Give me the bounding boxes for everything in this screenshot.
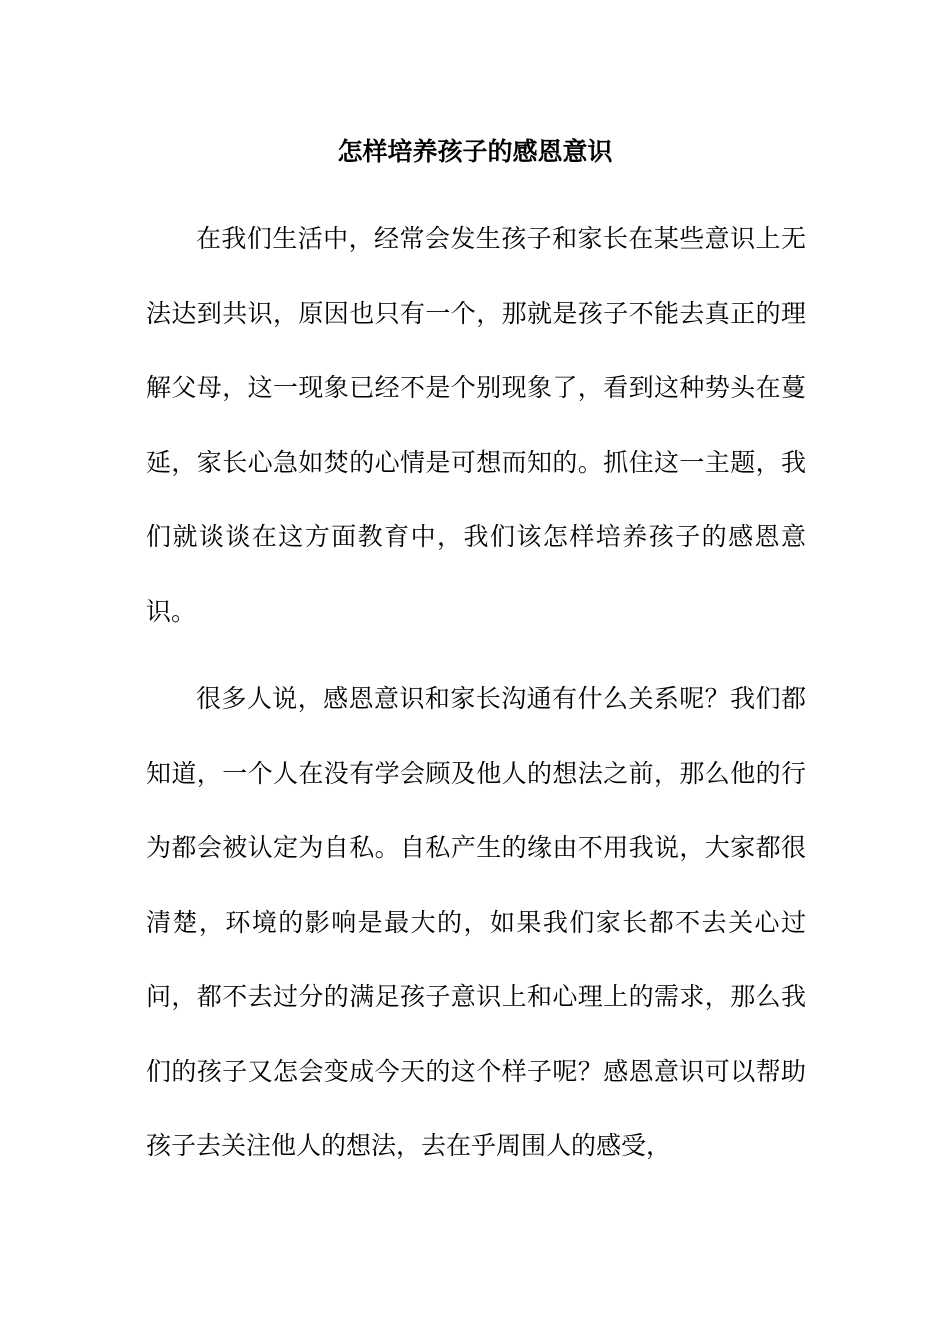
paragraph-2: 很多人说，感恩意识和家长沟通有什么关系呢？我们都知道，一个人在没有学会顾及他人的想法之前，那么他的行为都会被认定为自私。自私产生的缘由不用我说，大家都很清楚，环境的影响是最大的，如果我们家长都不去关心过问，都不去过分的满足孩子意识上和心理上的需求，那么我们的孩子又怎会变成今天的这个样子呢？感恩意识可以帮助孩子去关注他人的想法，去在乎周围人的感受， (146, 684, 806, 1160)
document-title: 怎样培养孩子的感恩意识 (337, 137, 613, 166)
paragraph-1: 在我们生活中，经常会发生孩子和家长在某些意识上无法达到共识，原因也只有一个，那就是孩子不能去真正的理解父母，这一现象已经不是个别现象了，看到这种势头在蔓延，家长心急如焚的心情是可想而知的。抓住这一主题，我们就谈谈在这方面教育中，我们该怎样培养孩子的感恩意识。 (146, 224, 806, 626)
